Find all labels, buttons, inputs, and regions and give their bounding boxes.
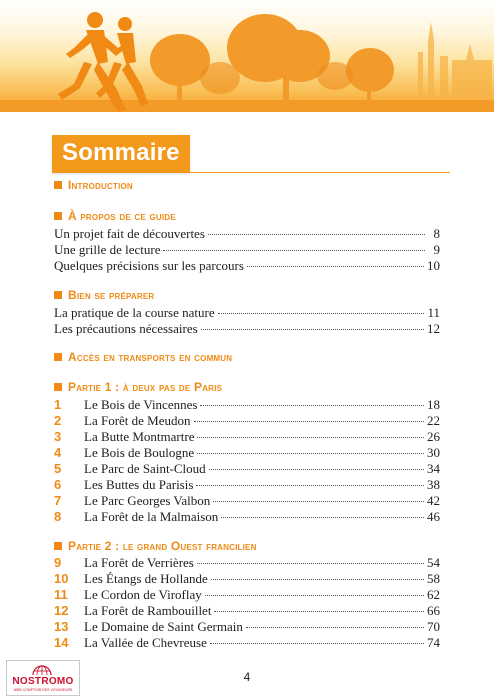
entry-label: La Vallée de Chevreuse <box>84 635 207 650</box>
entry-page: 10 <box>427 258 440 273</box>
entry-page: 74 <box>427 635 440 650</box>
leader-dots <box>200 405 424 406</box>
section-a-propos[interactable] <box>54 209 176 223</box>
entry-label: La Forêt de la Malmaison <box>84 509 219 524</box>
entry-label: Le Bois de Boulogne <box>84 445 195 460</box>
leader-dots <box>201 329 424 330</box>
leader-dots <box>163 250 425 251</box>
toc-entry[interactable] <box>54 603 440 619</box>
entry-number: 1 <box>54 397 62 412</box>
section-partie-2[interactable] <box>54 539 257 553</box>
entry-number: 7 <box>54 493 62 508</box>
leader-dots <box>209 469 424 470</box>
entry-number: 14 <box>54 635 69 650</box>
runners-illustration <box>0 0 494 112</box>
section-title: Introduction <box>68 178 133 192</box>
toc-entry[interactable] <box>54 242 440 258</box>
entry-label: Une grille de lecture <box>54 242 161 257</box>
page-title-box <box>52 135 190 173</box>
entry-page: 12 <box>427 321 440 336</box>
leader-dots <box>246 627 424 628</box>
entry-page: 46 <box>427 509 440 524</box>
leader-dots <box>205 595 424 596</box>
toc-entry[interactable] <box>54 321 440 337</box>
section-acces-transports[interactable] <box>54 350 232 364</box>
logo-brand: NOSTROMO <box>12 676 74 687</box>
entry-page: 66 <box>427 603 440 618</box>
entry-page: 70 <box>427 619 440 634</box>
toc-entry[interactable] <box>54 587 440 603</box>
leader-dots <box>194 421 424 422</box>
entry-label: Quelques précisions sur les parcours <box>54 258 244 273</box>
leader-dots <box>247 266 424 267</box>
leader-dots <box>208 234 425 235</box>
entry-page: 8 <box>433 226 440 241</box>
entry-label: Le Bois de Vincennes <box>84 397 198 412</box>
entry-label: La Forêt de Rambouillet <box>84 603 212 618</box>
toc-entry[interactable] <box>54 509 440 525</box>
entry-page: 22 <box>427 413 440 428</box>
entry-label: La Butte Montmartre <box>84 429 195 444</box>
toc-entry[interactable] <box>54 493 440 509</box>
entry-number: 13 <box>54 619 69 634</box>
section-title: Accès en transports en commun <box>68 350 233 364</box>
entry-number: 4 <box>54 445 62 460</box>
section-title: Partie 2 : le grand Ouest francilien <box>68 539 257 553</box>
toc-entry[interactable] <box>54 429 440 445</box>
toc-entry[interactable] <box>54 397 440 413</box>
entry-label: Le Cordon de Viroflay <box>84 587 202 602</box>
entry-number: 10 <box>54 571 69 586</box>
nostromo-logo <box>6 660 80 696</box>
entry-number: 6 <box>54 477 62 492</box>
entry-label: Un projet fait de découvertes <box>54 226 205 241</box>
toc-entry[interactable] <box>54 555 440 571</box>
entry-label: Les Buttes du Parisis <box>84 477 194 492</box>
section-introduction[interactable] <box>54 178 133 192</box>
entry-label: La Forêt de Verrières <box>84 555 194 570</box>
title-underline <box>190 172 450 173</box>
leader-dots <box>210 643 424 644</box>
entry-page: 42 <box>427 493 440 508</box>
entry-page: 30 <box>427 445 440 460</box>
leader-dots <box>213 501 424 502</box>
entry-page: 9 <box>433 242 440 257</box>
entry-page: 58 <box>427 571 440 586</box>
toc-entry[interactable] <box>54 258 440 274</box>
toc-entry[interactable] <box>54 445 440 461</box>
entry-label: La Forêt de Meudon <box>84 413 191 428</box>
entry-page: 54 <box>427 555 440 570</box>
section-title: À propos de ce guide <box>68 209 176 223</box>
entry-number: 11 <box>54 587 68 602</box>
square-bullet-icon <box>54 291 62 299</box>
leader-dots <box>221 517 424 518</box>
page-title: Sommaire <box>62 139 180 166</box>
toc-entry[interactable] <box>54 461 440 477</box>
toc-entry[interactable] <box>54 226 440 242</box>
leader-dots <box>196 485 424 486</box>
section-title: Bien se préparer <box>68 288 155 302</box>
globe-icon <box>31 663 53 675</box>
entry-page: 34 <box>427 461 440 476</box>
toc-entry[interactable] <box>54 305 440 321</box>
leader-dots <box>197 437 424 438</box>
entry-page: 26 <box>427 429 440 444</box>
square-bullet-icon <box>54 542 62 550</box>
entry-number: 2 <box>54 413 62 428</box>
section-bien-se-preparer[interactable] <box>54 288 154 302</box>
entry-label: La pratique de la course nature <box>54 305 215 320</box>
header-banner <box>0 0 494 112</box>
logo-tagline: WEB COMPTOIR DES VOYAGEURS <box>13 688 73 692</box>
page-number: 4 <box>243 670 251 684</box>
entry-number: 12 <box>54 603 69 618</box>
entry-page: 38 <box>427 477 440 492</box>
entry-number: 8 <box>54 509 62 524</box>
leader-dots <box>218 313 425 314</box>
toc-entry[interactable] <box>54 619 440 635</box>
leader-dots <box>214 611 424 612</box>
toc-entry[interactable] <box>54 635 440 651</box>
leader-dots <box>211 579 424 580</box>
entry-label: Le Parc Georges Valbon <box>84 493 211 508</box>
section-partie-1[interactable] <box>54 380 222 394</box>
square-bullet-icon <box>54 181 62 189</box>
section-title: Partie 1 : à deux pas de Paris <box>68 380 223 394</box>
square-bullet-icon <box>54 212 62 220</box>
entry-page: 18 <box>427 397 440 412</box>
toc-entry[interactable] <box>54 413 440 429</box>
entry-number: 5 <box>54 461 62 476</box>
entry-label: Les Étangs de Hollande <box>84 571 208 586</box>
toc-entry[interactable] <box>54 571 440 587</box>
leader-dots <box>197 453 424 454</box>
entry-number: 9 <box>54 555 62 570</box>
entry-label: Le Parc de Saint-Cloud <box>84 461 206 476</box>
square-bullet-icon <box>54 353 62 361</box>
entry-label: Les précautions nécessaires <box>54 321 198 336</box>
entry-page: 62 <box>427 587 440 602</box>
entry-label: Le Domaine de Saint Germain <box>84 619 243 634</box>
leader-dots <box>197 563 424 564</box>
toc-entry[interactable] <box>54 477 440 493</box>
entry-page: 11 <box>427 305 440 320</box>
entry-number: 3 <box>54 429 62 444</box>
square-bullet-icon <box>54 383 62 391</box>
